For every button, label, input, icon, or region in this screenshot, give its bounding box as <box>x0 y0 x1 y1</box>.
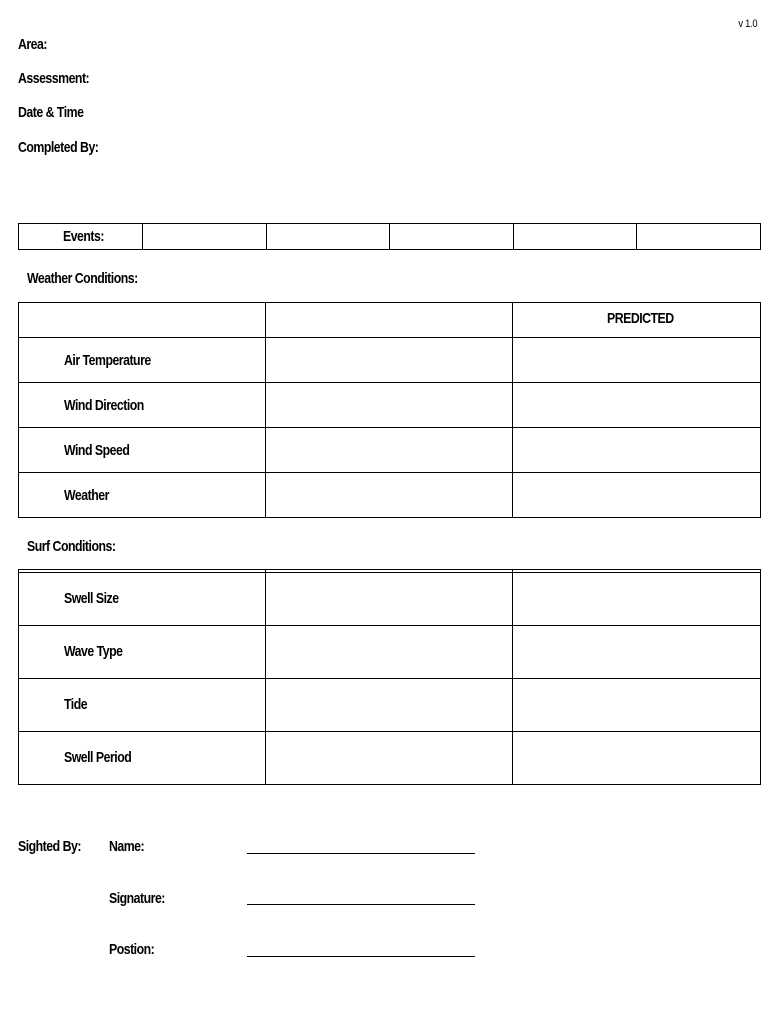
wind-direction-label: Wind Direction <box>64 396 144 414</box>
events-row <box>19 224 761 250</box>
completed-by-label: Completed By: <box>18 139 99 156</box>
surf-table <box>18 569 761 785</box>
row-label-cell <box>19 572 266 625</box>
table-row <box>19 572 761 625</box>
weather-header-row <box>19 303 761 338</box>
tide-actual-cell[interactable] <box>266 678 513 731</box>
swell-period-actual-cell[interactable] <box>266 731 513 784</box>
wave-type-label: Wave Type <box>64 643 123 661</box>
weather-header-predicted <box>513 303 761 338</box>
event-cell-5[interactable] <box>637 224 761 250</box>
name-label: Name: <box>109 838 145 855</box>
wave-type-predicted-cell[interactable] <box>513 625 761 678</box>
air-temperature-label: Air Temperature <box>64 351 151 369</box>
signature-line[interactable] <box>247 904 475 905</box>
wave-type-actual-cell[interactable] <box>266 625 513 678</box>
swell-period-label: Swell Period <box>64 749 132 767</box>
position-line[interactable] <box>247 956 475 957</box>
area-label: Area: <box>18 36 47 53</box>
weather-actual-cell[interactable] <box>266 473 513 518</box>
table-row <box>19 428 761 473</box>
wind-speed-predicted-cell[interactable] <box>513 428 761 473</box>
assessment-label: Assessment: <box>18 70 90 87</box>
weather-table <box>18 302 761 518</box>
table-row <box>19 473 761 518</box>
weather-header-blank <box>19 303 266 338</box>
wind-direction-actual-cell[interactable] <box>266 383 513 428</box>
event-cell-3[interactable] <box>390 224 514 250</box>
wind-speed-label: Wind Speed <box>64 441 130 459</box>
row-label-cell <box>19 473 266 518</box>
table-row <box>19 338 761 383</box>
air-temperature-predicted-cell[interactable] <box>513 338 761 383</box>
event-cell-2[interactable] <box>266 224 390 250</box>
row-label-cell <box>19 678 266 731</box>
table-row <box>19 678 761 731</box>
row-label-cell <box>19 383 266 428</box>
table-row <box>19 625 761 678</box>
weather-heading: Weather Conditions: <box>27 270 138 287</box>
date-time-label: Date & Time <box>18 104 84 121</box>
position-label: Postion: <box>109 941 155 958</box>
wind-direction-predicted-cell[interactable] <box>513 383 761 428</box>
swell-period-predicted-cell[interactable] <box>513 731 761 784</box>
table-row <box>19 383 761 428</box>
sighted-by-label: Sighted By: <box>18 838 81 855</box>
events-label: Events: <box>63 228 104 245</box>
row-label-cell <box>19 731 266 784</box>
events-table <box>18 223 761 250</box>
swell-size-label: Swell Size <box>64 590 119 608</box>
event-cell-1[interactable] <box>143 224 267 250</box>
weather-label: Weather <box>64 486 109 504</box>
signature-label: Signature: <box>109 890 165 907</box>
name-line[interactable] <box>247 853 475 854</box>
wind-speed-actual-cell[interactable] <box>266 428 513 473</box>
swell-size-predicted-cell[interactable] <box>513 572 761 625</box>
tide-label: Tide <box>64 696 88 714</box>
row-label-cell <box>19 428 266 473</box>
air-temperature-actual-cell[interactable] <box>266 338 513 383</box>
events-label-cell <box>19 224 143 250</box>
table-row <box>19 731 761 784</box>
tide-predicted-cell[interactable] <box>513 678 761 731</box>
predicted-label: PREDICTED <box>607 309 674 327</box>
event-cell-4[interactable] <box>513 224 637 250</box>
swell-size-actual-cell[interactable] <box>266 572 513 625</box>
weather-predicted-cell[interactable] <box>513 473 761 518</box>
surf-heading: Surf Conditions: <box>27 538 116 555</box>
row-label-cell <box>19 338 266 383</box>
row-label-cell <box>19 625 266 678</box>
weather-header-actual <box>266 303 513 338</box>
version-label: v 1.0 <box>737 18 757 30</box>
